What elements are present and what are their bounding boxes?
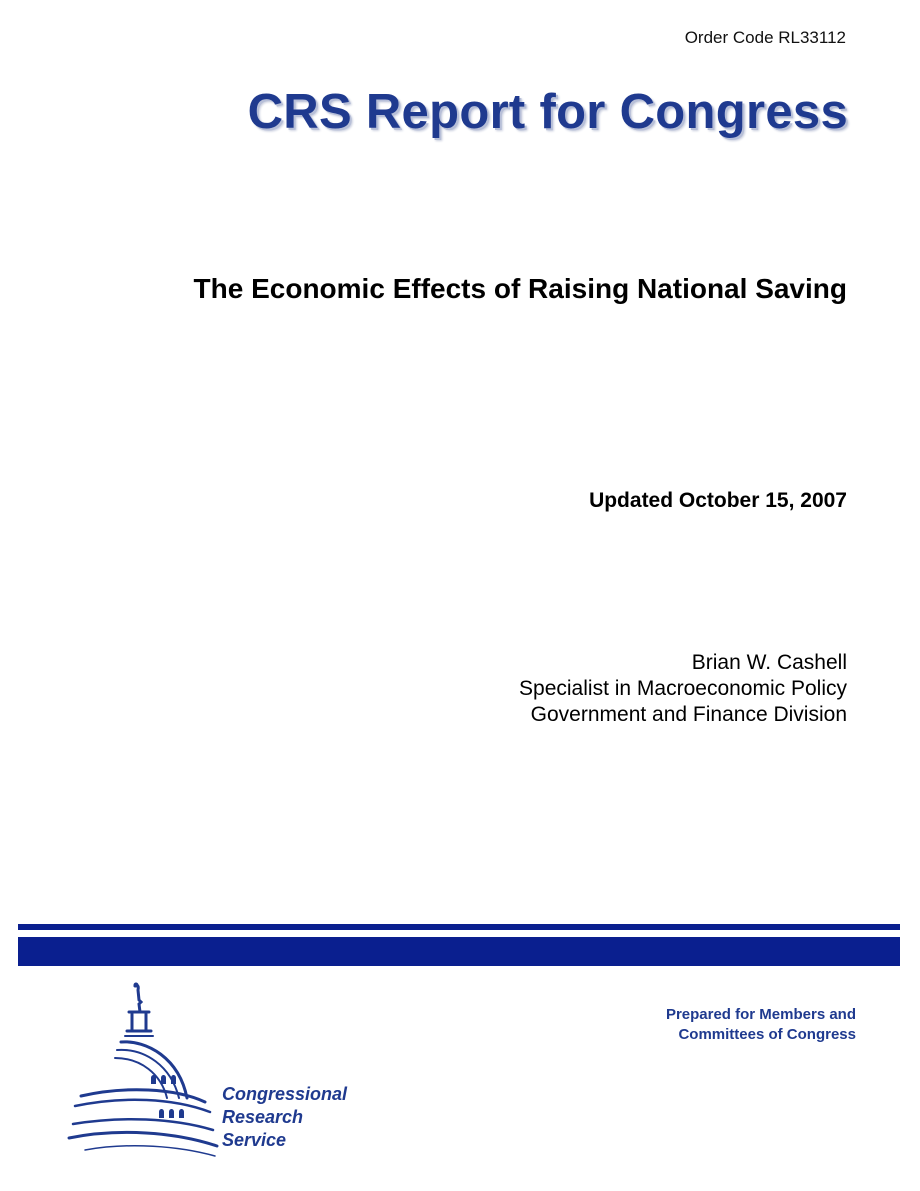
author-block <box>519 650 847 728</box>
divider-thin <box>18 924 900 930</box>
divider-thick <box>18 937 900 966</box>
order-code: Order Code RL33112 <box>684 28 846 47</box>
author-position: Specialist in Macroeconomic Policy <box>519 677 847 700</box>
report-title: The Economic Effects of Raising National Saving <box>193 273 847 304</box>
series-title: CRS Report for Congress <box>247 85 848 139</box>
logo-line-research: Research <box>222 1107 304 1127</box>
prepared-line-1: Prepared for Members and <box>665 1006 856 1023</box>
prepared-for <box>666 1005 856 1045</box>
logo-line-congressional: Congressional <box>222 1084 348 1104</box>
crs-logo <box>55 978 375 1168</box>
author-name: Brian W. Cashell <box>691 651 847 674</box>
logo-wordmark <box>222 1083 347 1152</box>
updated-date: Updated October 15, 2007 <box>589 489 847 512</box>
author-division: Government and Finance Division <box>530 703 847 726</box>
logo-line-service: Service <box>222 1130 287 1150</box>
prepared-line-2: Committees of Congress <box>678 1026 856 1043</box>
capitol-dome-icon <box>55 978 225 1168</box>
